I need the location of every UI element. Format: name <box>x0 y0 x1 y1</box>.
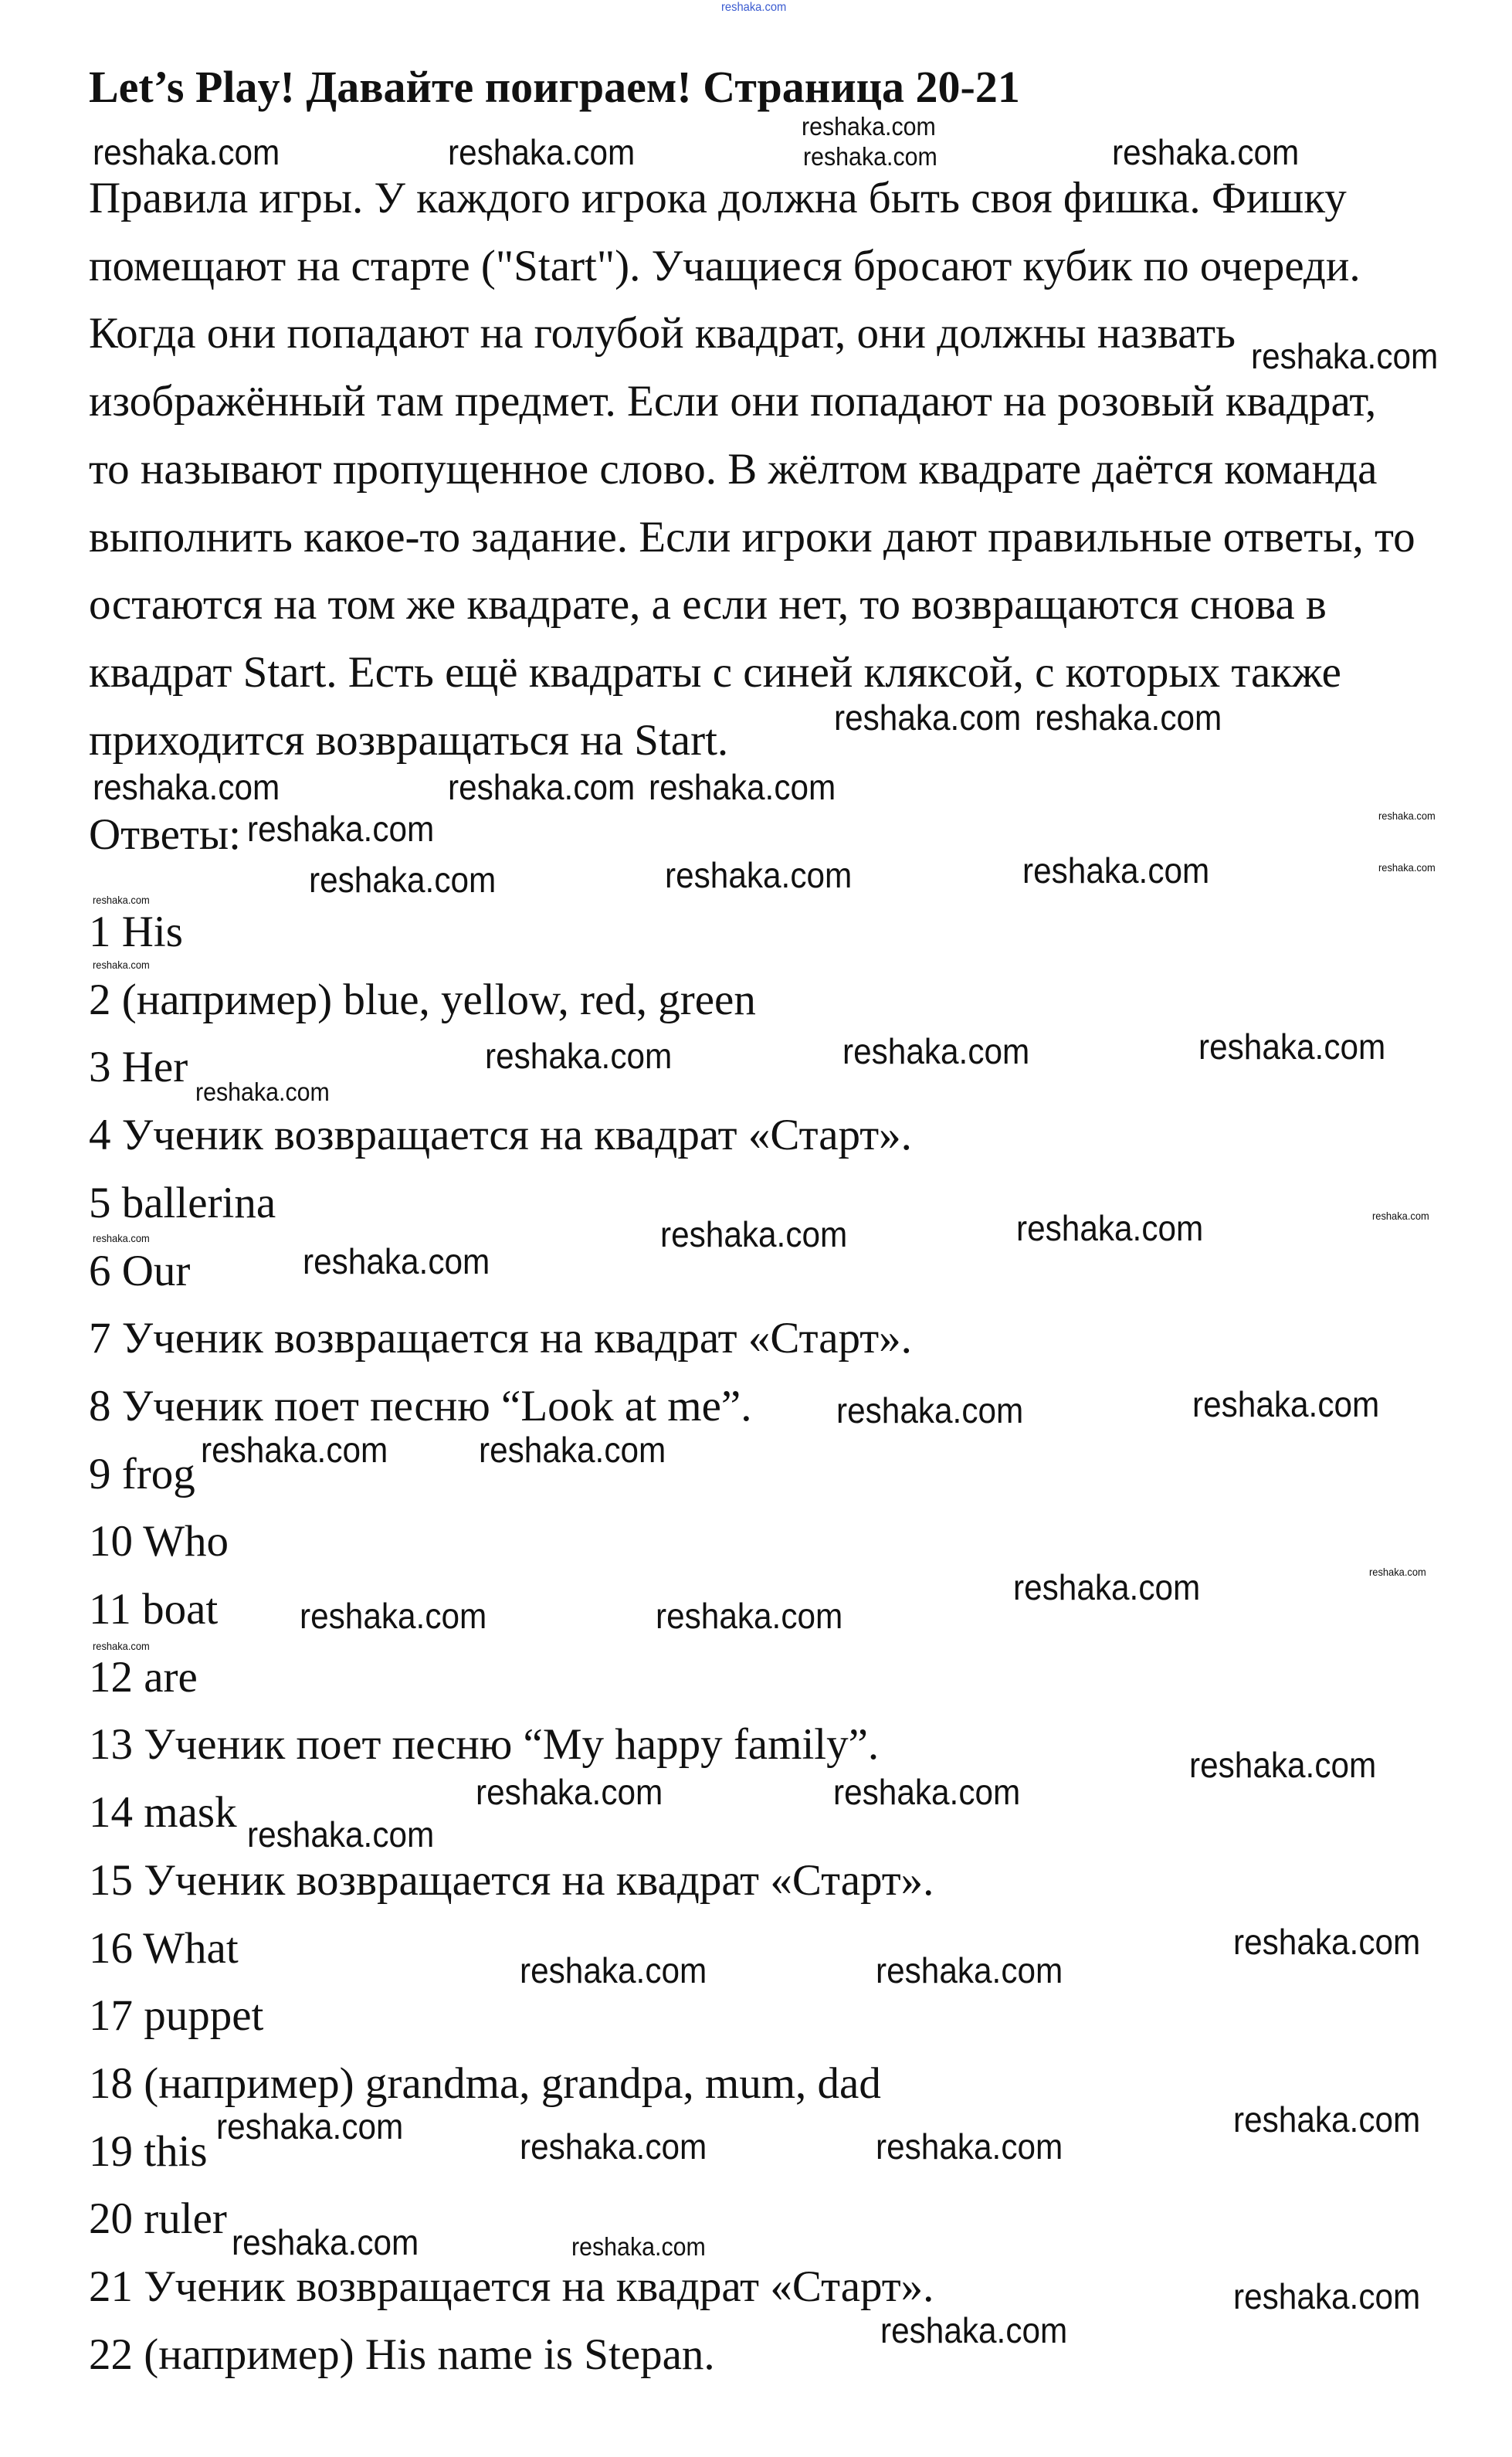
watermark: reshaka.com <box>571 2232 706 2261</box>
watermark: reshaka.com <box>201 1430 388 1470</box>
answer-item: 12 are <box>89 1652 198 1702</box>
answer-item: 5 ballerina <box>89 1178 276 1227</box>
answer-item: 1 His <box>89 908 183 956</box>
watermark: reshaka.com <box>93 132 280 172</box>
watermark: reshaka.com <box>880 2310 1068 2350</box>
answer-item: 17 puppet <box>89 1991 264 2041</box>
answer-item: 18 (например) grandma, grandpa, mum, dad <box>89 2058 881 2108</box>
watermark: reshaka.com <box>659 1213 848 1254</box>
watermark: reshaka.com <box>479 1430 666 1470</box>
watermark: reshaka.com <box>1022 850 1210 891</box>
watermark: reshaka.com <box>1371 1209 1429 1222</box>
watermark: reshaka.com <box>93 767 280 807</box>
watermark: reshaka.com <box>721 1 787 15</box>
watermark: reshaka.com <box>247 1814 435 1855</box>
rules-line: помещают на старте ("Start"). Учащиеся бросают кубик по очереди. <box>89 241 1361 290</box>
watermark: reshaka.com <box>834 697 1022 738</box>
answers-heading: Ответы: <box>89 810 241 859</box>
answer-item: 22 (например) His name is Stepan. <box>89 2330 715 2379</box>
watermark: reshaka.com <box>1035 697 1222 738</box>
watermark: reshaka.com <box>302 1240 490 1281</box>
rules-line: квадрат Start. Есть ещё квадраты с синей кляксой, с которых также <box>89 647 1341 697</box>
answer-item: 13 Ученик поет песню “My happy family”. <box>89 1720 880 1770</box>
watermark: reshaka.com <box>1378 809 1436 822</box>
watermark: reshaka.com <box>1112 132 1300 172</box>
watermark: reshaka.com <box>1012 1566 1200 1607</box>
watermark: reshaka.com <box>803 142 937 171</box>
watermark: reshaka.com <box>93 1232 150 1244</box>
watermark: reshaka.com <box>232 2222 419 2262</box>
watermark: reshaka.com <box>1233 1921 1421 1962</box>
watermark: reshaka.com <box>1233 2099 1421 2140</box>
answer-item: 15 Ученик возвращается на квадрат «Старт». <box>89 1855 934 1905</box>
watermark: reshaka.com <box>1192 1384 1380 1425</box>
rules-line: Когда они попадают на голубой квадрат, они должны назвать <box>89 309 1236 358</box>
watermark: reshaka.com <box>448 767 636 807</box>
answer-item: 10 Who <box>89 1517 229 1566</box>
watermark: reshaka.com <box>802 111 937 141</box>
rules-line: приходится возвращаться на Start. <box>89 715 729 765</box>
answer-item: 3 Her <box>89 1043 188 1092</box>
watermark: reshaka.com <box>836 1390 1024 1431</box>
page-title: Let’s Play! Давайте поиграем! Страница 20-21 <box>89 62 1020 112</box>
watermark: reshaka.com <box>520 1950 707 1990</box>
answer-item: 7 Ученик возвращается на квадрат «Старт». <box>89 1314 912 1363</box>
watermark: reshaka.com <box>448 132 636 172</box>
rules-line: то называют пропущенное слово. В жёлтом квадрате даётся команда <box>89 444 1378 494</box>
watermark: reshaka.com <box>195 1077 330 1107</box>
watermark: reshaka.com <box>216 2106 404 2146</box>
watermark: reshaka.com <box>93 959 150 971</box>
watermark: reshaka.com <box>655 1595 842 1636</box>
answer-item: 4 Ученик возвращается на квадрат «Старт». <box>89 1111 912 1160</box>
watermark: reshaka.com <box>1189 1745 1377 1786</box>
rules-line: выполнить какое-то задание. Если игроки дают правильные ответы, то <box>89 512 1415 562</box>
watermark: reshaka.com <box>1251 336 1439 376</box>
answer-item: 21 Ученик возвращается на квадрат «Старт». <box>89 2262 934 2311</box>
watermark: reshaka.com <box>476 1772 663 1813</box>
watermark: reshaka.com <box>1368 1565 1426 1578</box>
answer-item: 6 Our <box>89 1246 191 1295</box>
answer-item: 8 Ученик поет песню “Look at me”. <box>89 1381 752 1430</box>
answer-item: 11 boat <box>89 1585 219 1634</box>
watermark: reshaka.com <box>664 854 853 895</box>
answer-item: 2 (например) blue, yellow, red, green <box>89 975 756 1024</box>
watermark: reshaka.com <box>649 767 836 807</box>
watermark: reshaka.com <box>833 1772 1021 1813</box>
watermark: reshaka.com <box>876 2126 1063 2167</box>
answer-item: 19 this <box>89 2126 208 2176</box>
watermark: reshaka.com <box>308 859 497 900</box>
watermark: reshaka.com <box>93 894 150 906</box>
watermark: reshaka.com <box>842 1031 1030 1072</box>
answer-item: 9 frog <box>89 1449 195 1498</box>
answer-item: 16 What <box>89 1923 239 1973</box>
watermark: reshaka.com <box>520 2126 707 2167</box>
watermark: reshaka.com <box>485 1036 673 1077</box>
watermark: reshaka.com <box>247 809 435 849</box>
watermark: reshaka.com <box>1378 860 1436 874</box>
watermark: reshaka.com <box>1198 1027 1386 1067</box>
answer-item: 20 ruler <box>89 2194 227 2244</box>
watermark: reshaka.com <box>1015 1207 1204 1248</box>
watermark: reshaka.com <box>876 1950 1063 1990</box>
watermark: reshaka.com <box>299 1595 486 1636</box>
watermark: reshaka.com <box>93 1640 150 1652</box>
watermark: reshaka.com <box>1233 2275 1421 2316</box>
answer-item: 14 mask <box>89 1788 237 1838</box>
rules-line: изображённый там предмет. Если они попадают на розовый квадрат, <box>89 377 1377 426</box>
rules-line: Правила игры. У каждого игрока должна быть своя фишка. Фишку <box>89 174 1347 222</box>
rules-line: остаются на том же квадрате, а если нет, то возвращаются снова в <box>89 580 1327 630</box>
